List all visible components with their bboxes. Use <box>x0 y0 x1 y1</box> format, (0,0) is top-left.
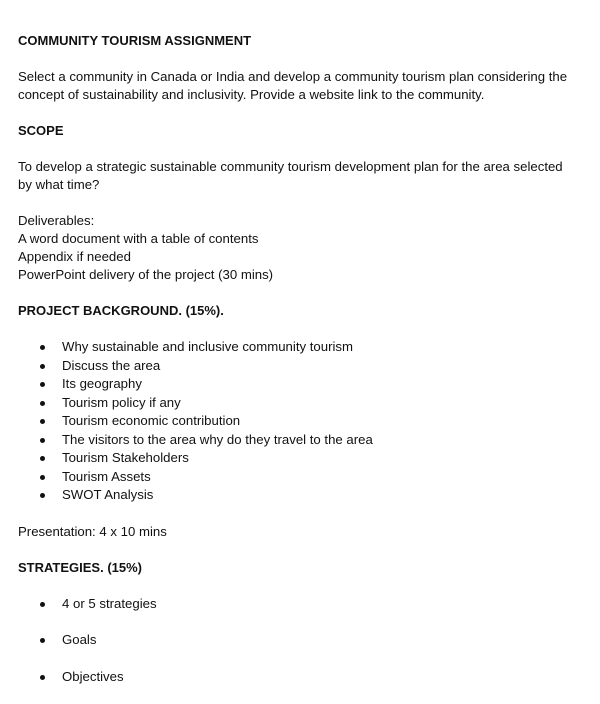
deliverables-block <box>18 212 588 284</box>
list-item: Tourism policy if any <box>18 394 588 413</box>
project-background-list <box>18 338 588 505</box>
project-background-heading: PROJECT BACKGROUND. (15%). <box>18 303 224 318</box>
intro-line: Select a community in Canada or India and develop a community tourism plan considering the <box>18 69 568 84</box>
list-item: 4 or 5 strategies <box>18 595 588 614</box>
presentation-line: Presentation: 4 x 10 mins <box>18 523 167 539</box>
list-item: Tourism economic contribution <box>18 412 588 431</box>
list-item: Its geography <box>18 375 588 394</box>
scope-line: To develop a strategic sustainable community tourism development plan for the area selected <box>18 159 563 174</box>
bullet-icon <box>40 382 45 387</box>
scope-paragraph <box>18 158 588 194</box>
list-item: SWOT Analysis <box>18 486 588 505</box>
strategies-list <box>18 595 588 687</box>
list-item: Why sustainable and inclusive community tourism <box>18 338 588 357</box>
list-item: Goals <box>18 631 588 650</box>
list-item: Objectives <box>18 668 588 687</box>
deliverable-item: PowerPoint delivery of the project (30 mins) <box>18 267 274 282</box>
list-item: Tourism Stakeholders <box>18 449 588 468</box>
intro-paragraph <box>18 68 588 104</box>
bullet-icon <box>40 475 45 480</box>
bullet-icon <box>40 401 45 406</box>
scope-heading: SCOPE <box>18 123 64 138</box>
bullet-icon <box>40 438 45 443</box>
bullet-icon <box>40 602 45 607</box>
deliverables-heading: Deliverables: <box>18 213 95 228</box>
bullet-icon <box>40 345 45 350</box>
intro-line: concept of sustainability and inclusivity. Provide a website link to the community. <box>18 87 485 102</box>
bullet-icon <box>40 638 45 643</box>
scope-line: by what time? <box>18 177 100 192</box>
list-item: The visitors to the area why do they travel to the area <box>18 431 588 450</box>
bullet-icon <box>40 493 45 498</box>
bullet-icon <box>40 419 45 424</box>
bullet-icon <box>40 675 45 680</box>
bullet-icon <box>40 456 45 461</box>
strategies-heading: STRATEGIES. (15%) <box>18 559 143 575</box>
deliverable-item: Appendix if needed <box>18 249 131 264</box>
document-title: COMMUNITY TOURISM ASSIGNMENT <box>18 33 252 48</box>
deliverable-item: A word document with a table of contents <box>18 231 259 246</box>
bullet-icon <box>40 364 45 369</box>
list-item: Discuss the area <box>18 357 588 376</box>
list-item: Tourism Assets <box>18 468 588 487</box>
document-page <box>18 32 588 704</box>
